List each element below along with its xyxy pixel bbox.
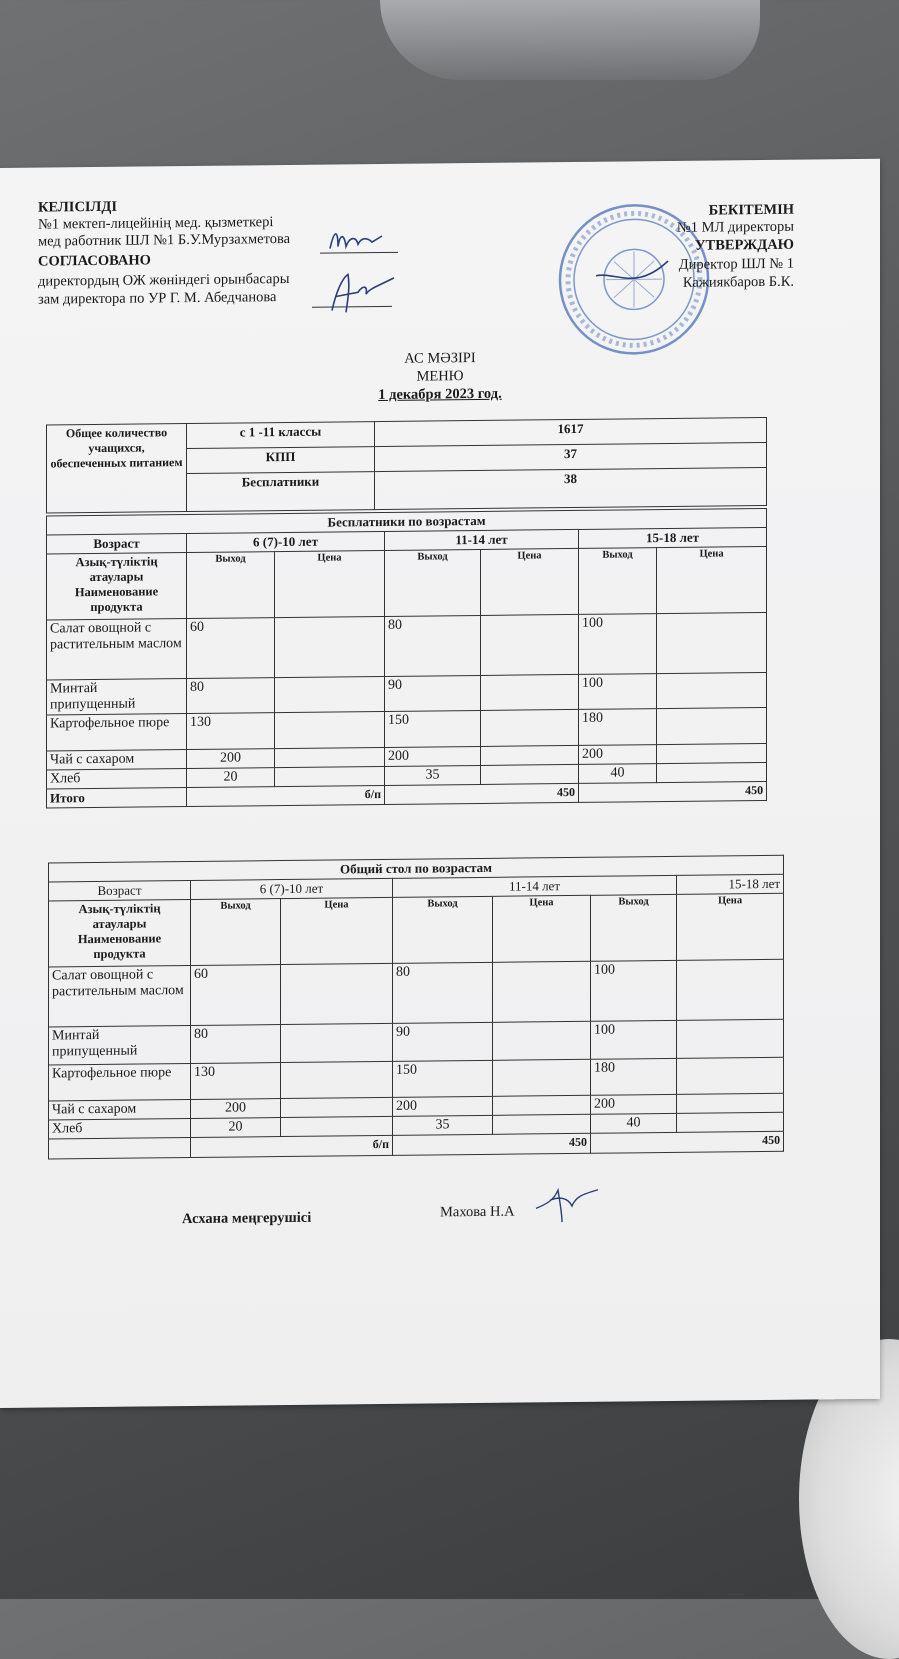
yield-value: 150 (385, 710, 481, 747)
total-value: б/п (191, 1135, 393, 1157)
sub-header: Цена (657, 546, 767, 613)
yield-value: 20 (191, 1118, 281, 1138)
summary-row-value: 37 (375, 442, 767, 471)
product-name: Минтай припущенный (47, 679, 187, 715)
total-value: 450 (393, 1133, 591, 1155)
agreed-line-3: директордың ОЖ жөніндегі орынбасары (38, 270, 290, 290)
title-date: 1 декабря 2023 год. (378, 385, 502, 404)
summary-row-label: КПП (187, 447, 375, 474)
yield-value: 200 (187, 749, 275, 769)
table-title: Бесплатники по возрастам (47, 508, 767, 535)
product-name: Минтай припущенный (49, 1026, 191, 1065)
table-row (49, 959, 784, 1027)
sub-header: Цена (481, 548, 579, 615)
age-group: 11-14 лет (385, 529, 579, 550)
yield-value: 90 (385, 675, 481, 711)
approve-line-1: №1 МЛ директоры (676, 218, 794, 236)
sub-header: Выход (187, 552, 275, 619)
signature-2 (318, 268, 398, 319)
product-name: Салат овощной с растительным маслом (49, 966, 191, 1027)
sub-header: Выход (579, 548, 657, 615)
product-name: Картофельное пюре (49, 1064, 191, 1101)
plastic-bag (380, 0, 760, 80)
product-name: Картофельное пюре (47, 714, 187, 751)
total-value: 450 (591, 1131, 784, 1153)
table-row (47, 612, 767, 680)
yield-value: 90 (393, 1022, 493, 1061)
yield-value: 200 (385, 746, 481, 766)
yield-value: 60 (191, 965, 281, 1026)
approve-line-2: Директор ШЛ № 1 (678, 255, 794, 273)
signature-1 (326, 222, 386, 257)
total-value: б/п (187, 785, 385, 806)
title-ru: МЕНЮ (416, 368, 464, 385)
yield-value: 150 (393, 1060, 493, 1097)
total-value: 450 (385, 783, 579, 804)
yield-value: 100 (579, 614, 657, 675)
summary-table (46, 417, 767, 514)
summary-row-label: с 1 -11 классы (187, 422, 375, 449)
yield-value: 40 (579, 764, 657, 784)
yield-value: 60 (187, 618, 275, 679)
yield-value: 80 (385, 615, 481, 676)
yield-value: 200 (393, 1096, 493, 1116)
sub-header: Цена (281, 897, 393, 964)
yield-value: 200 (591, 1094, 677, 1114)
product-name: Чай с сахаром (47, 750, 187, 770)
age-group: 6 (7)-10 лет (191, 878, 393, 899)
age-group: 15-18 лет (677, 874, 784, 894)
yield-value: 180 (579, 709, 657, 746)
sub-header: Выход (393, 896, 493, 963)
yield-value: 80 (187, 678, 275, 714)
summary-label: Общее количество учащихся, обеспеченных питанием (47, 424, 187, 513)
free-meals-table (46, 508, 767, 809)
yield-value: 100 (591, 1020, 677, 1059)
yield-value: 200 (191, 1099, 281, 1119)
age-group: 15-18 лет (579, 527, 767, 548)
approve-ru-title: УТВЕРЖДАЮ (694, 236, 794, 254)
yield-value: 180 (591, 1058, 677, 1095)
agreed-line-1: №1 мектеп-лицейінің мед. қызметкері (38, 214, 274, 233)
yield-value: 100 (591, 960, 677, 1021)
product-name: Салат овощной с растительным маслом (47, 619, 187, 680)
signature-3 (532, 1178, 602, 1227)
agreed-ru-title: СОГЛАСОВАНО (38, 252, 151, 270)
footer-name: Махова Н.А (440, 1203, 515, 1221)
yield-value: 20 (187, 768, 275, 788)
sub-header: Выход (191, 899, 281, 966)
product-header: Азық-түліктің атаулары Наименование продукта (47, 553, 187, 620)
yield-value: 200 (579, 745, 657, 765)
yield-value: 80 (191, 1025, 281, 1064)
product-name: Хлеб (49, 1119, 191, 1139)
yield-value: 100 (579, 674, 657, 710)
footer-role: Асхана меңгерушісі (182, 1209, 312, 1228)
sub-header: Выход (385, 549, 481, 616)
yield-value: 35 (393, 1115, 493, 1135)
yield-value: 35 (385, 765, 481, 785)
sub-header: Выход (591, 894, 677, 961)
summary-row-label: Бесплатники (187, 472, 375, 512)
yield-value: 130 (187, 713, 275, 750)
menu-sheet (0, 159, 880, 1408)
approve-kz-title: БЕКІТЕМІН (708, 201, 794, 219)
summary-row-value: 1617 (375, 417, 767, 446)
table-title: Общий стол по возрастам (49, 855, 784, 882)
agreed-kz-title: КЕЛІСІЛДІ (38, 198, 117, 216)
summary-row-value: 38 (375, 467, 767, 509)
total-value: 450 (579, 781, 767, 802)
product-name: Хлеб (47, 769, 187, 789)
title-kz: АС МӘЗІРІ (404, 350, 476, 367)
approve-line-3: Кажиякбаров Б.К. (682, 273, 794, 291)
yield-value: 80 (393, 962, 493, 1023)
yield-value: 130 (191, 1063, 281, 1100)
age-label: Возраст (47, 534, 187, 554)
age-group: 6 (7)-10 лет (187, 531, 385, 552)
sub-header: Цена (493, 895, 591, 962)
yield-value: 40 (591, 1113, 677, 1133)
age-group: 11-14 лет (393, 875, 677, 897)
agreed-line-2: мед работник ШЛ №1 Б.У.Мурзахметова (38, 230, 291, 250)
sub-header: Цена (275, 550, 385, 617)
product-header: Азық-түліктің атаулары Наименование продукта (49, 900, 191, 967)
age-label: Возраст (49, 881, 191, 901)
total-label: Итого (47, 788, 187, 808)
product-name: Чай с сахаром (49, 1100, 191, 1120)
agreed-line-4: зам директора по УР Г. М. Абедчанова (38, 289, 277, 308)
total-label (49, 1138, 191, 1159)
general-table (48, 855, 784, 1160)
sub-header: Цена (677, 893, 784, 960)
